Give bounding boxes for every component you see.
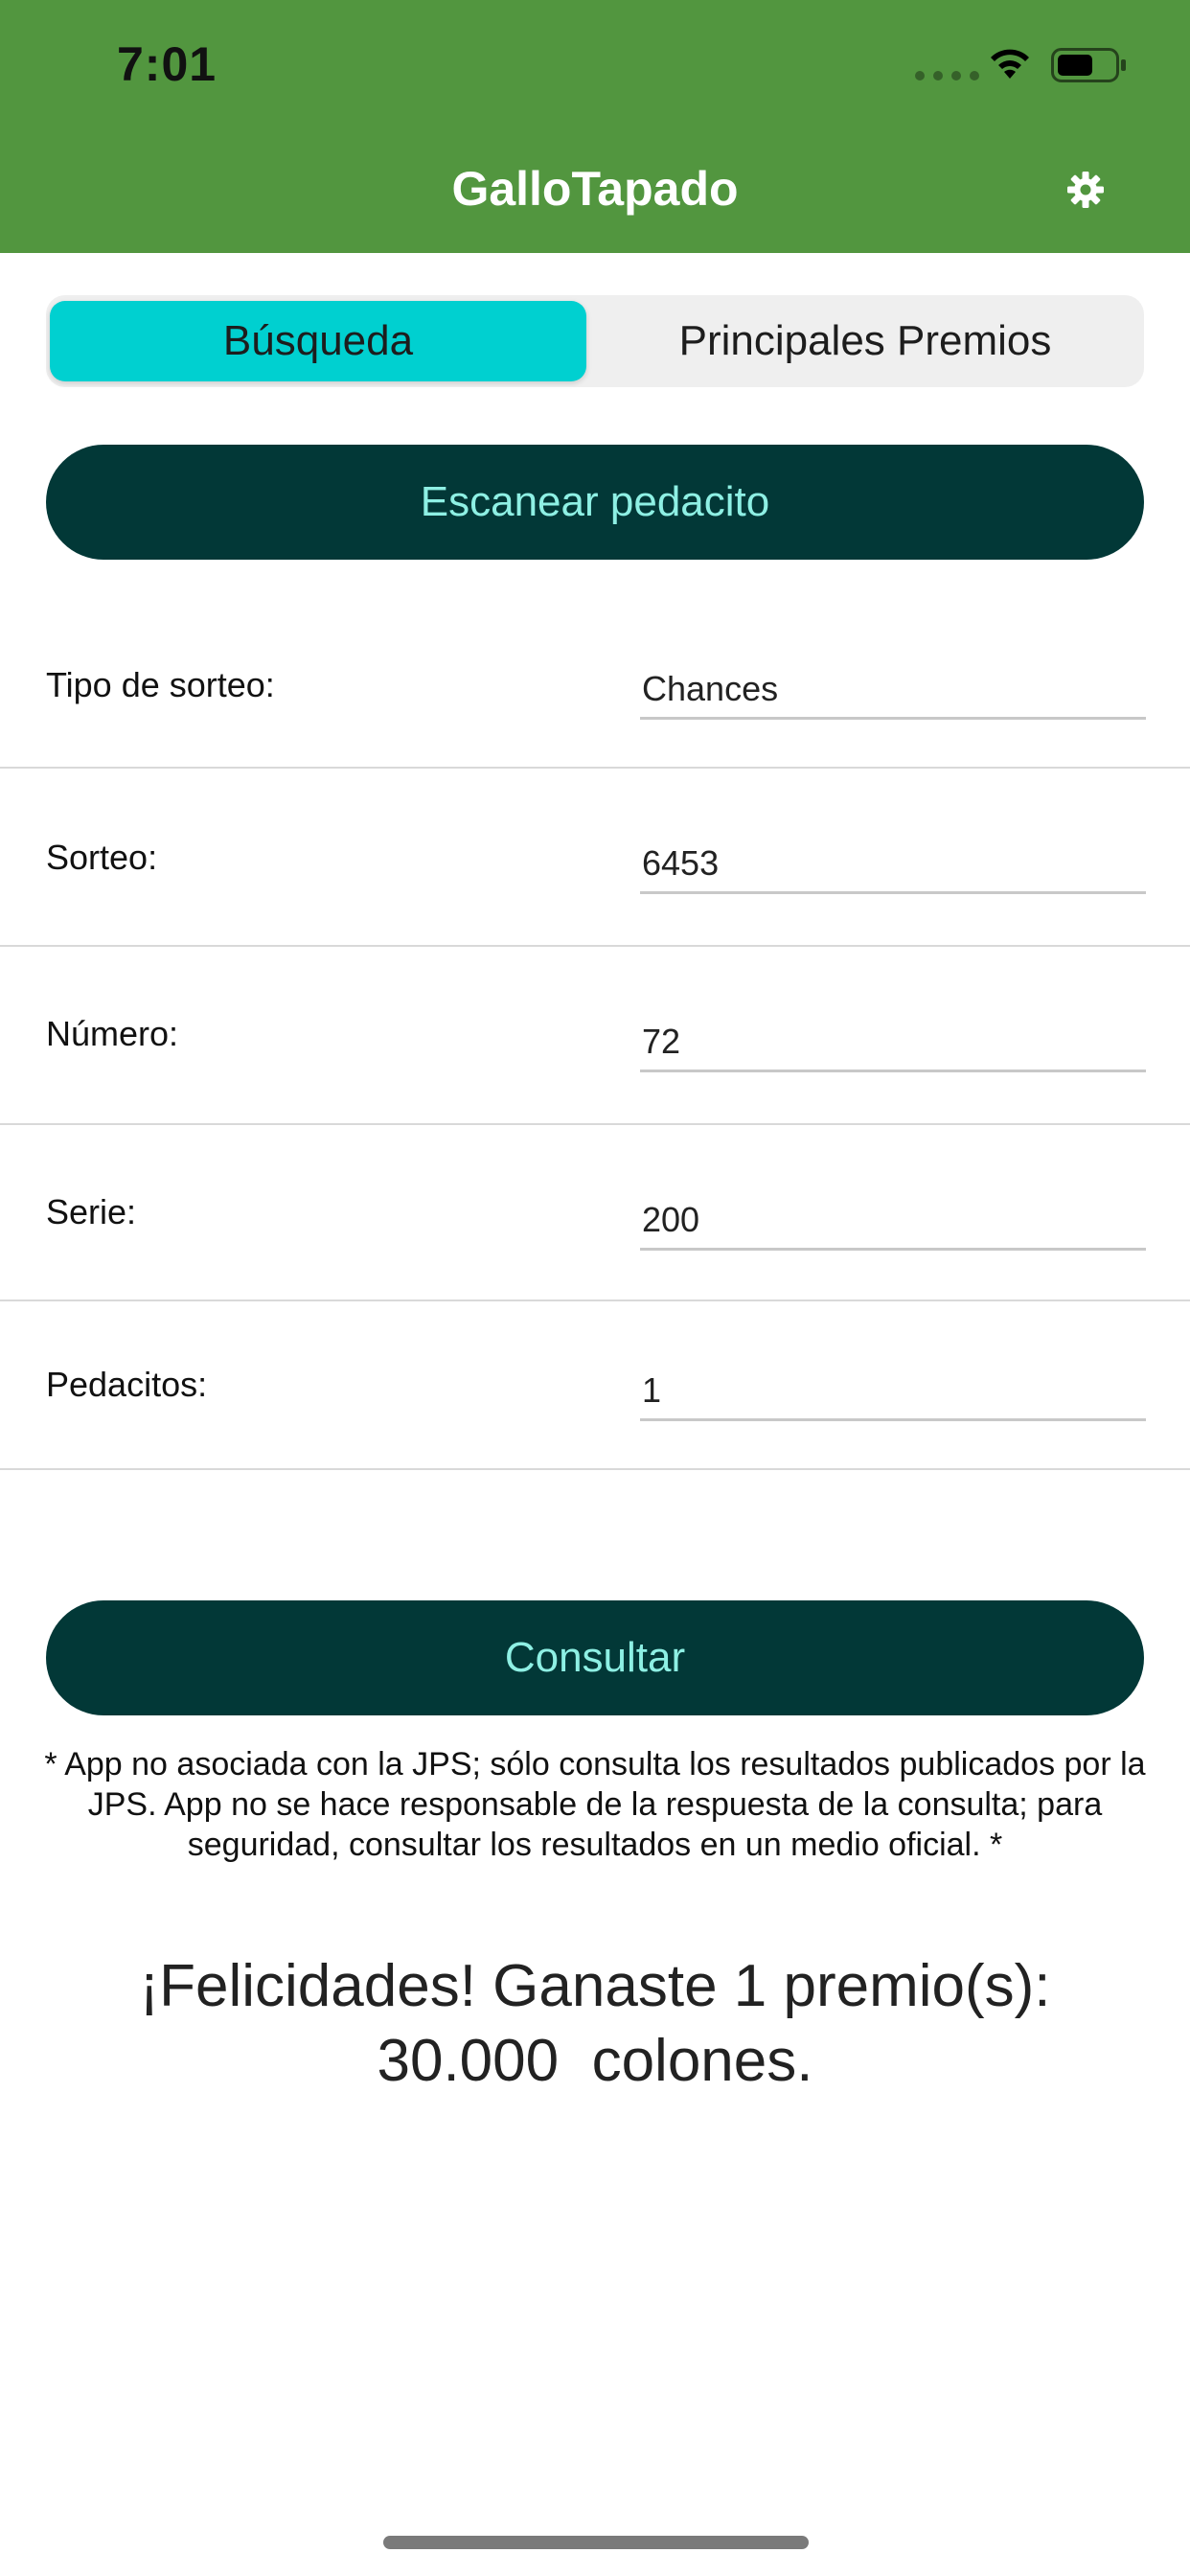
numero-field[interactable] [640,1014,1146,1072]
result-message [0,1949,1190,2099]
tab-busqueda[interactable]: Búsqueda [50,301,586,381]
status-time: 7:01 [117,37,217,91]
form-row-sorteo [0,769,1190,947]
cellular-signal-icon [915,71,979,80]
result-line-2: 30.000 colones. [377,2028,813,2094]
scan-ticket-button[interactable]: Escanear pedacito [46,445,1144,560]
sorteo-label: Sorteo: [46,838,158,877]
form-row-serie [0,1125,1190,1301]
serie-field[interactable] [640,1192,1146,1251]
form-row-tipo-sorteo [0,613,1190,769]
tipo-sorteo-label: Tipo de sorteo: [46,665,275,704]
battery-icon [1051,48,1128,82]
serie-label: Serie: [46,1192,137,1231]
consultar-button[interactable]: Consultar [46,1600,1144,1715]
segmented-control [46,295,1144,387]
app-title: GalloTapado [451,162,739,216]
tipo-sorteo-field[interactable] [640,661,1146,720]
form-row-pedacitos [0,1301,1190,1470]
numero-label: Número: [46,1014,179,1053]
wifi-icon [985,44,1035,82]
form-row-numero [0,947,1190,1125]
home-indicator[interactable] [383,2536,809,2549]
disclaimer-text: * App no asociada con la JPS; sólo consulta los resultados publicados por la JPS. App no se hace responsable de la respuesta de la consulta; para seguridad, consultar los resultados en un medio oficial. * [44,1746,1146,1863]
app-header [0,0,1190,253]
sorteo-field[interactable] [640,836,1146,894]
pedacitos-label: Pedacitos: [46,1365,208,1404]
gear-icon[interactable] [1066,171,1105,209]
pedacitos-field[interactable] [640,1363,1146,1421]
tab-principales-premios[interactable]: Principales Premios [678,317,1052,364]
result-line-1: ¡Felicidades! Ganaste 1 premio(s): [139,1953,1051,2019]
